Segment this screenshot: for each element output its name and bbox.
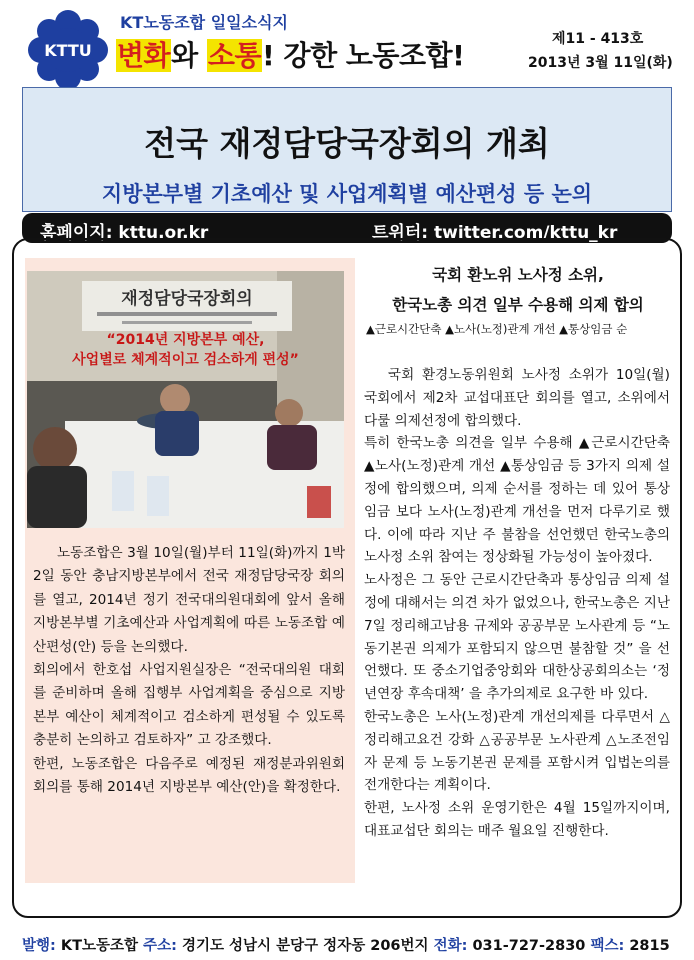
left-article-paragraph-3: 한편, 노동조합은 다음주로 예정된 재정분과위원회 회의를 통해 2014년 지방본부 예산(안)을 확정한다. [33, 755, 345, 796]
right-article [364, 364, 670, 843]
homepage-link[interactable]: 홈페이지: kttu.or.kr [40, 223, 209, 243]
paper-name: KT노동조합 일일소식지 [120, 13, 288, 32]
photo-caption [27, 330, 344, 370]
slogan-highlight-communication: 소통 [207, 39, 262, 72]
right-article-paragraph-4: 한국노총은 노사(노정)관계 개선의제를 다루면서 △정리해고요건 강화 △공공부문 노사관계 △노조전임자 문제 등 노동기본권 문제를 포함시켜 입법논의를 전개한다는 계획이다. [364, 708, 670, 794]
right-article-paragraph-3: 노사정은 그 동안 근로시간단축과 통상임금 의제 설정에 대해서는 의견 차가 없었으나, 한국노총은 지난 7일 정리해고남용 규제와 공공부문 노사관계 등 “노동기본권 의제가 포함되지 않으면 불참할 것” 을 선언했다. 또 중소기업중앙회와 대한상공회의소는 ‘정년연장 후속대책’ 을 추가의제로 요구한 바 있다. [364, 572, 671, 703]
meeting-photo [27, 271, 344, 528]
kttu-logo [28, 10, 108, 90]
photo-banner-text: 재정담당국장회의 [121, 289, 253, 309]
right-article-paragraph-1: 국회 환경노동위원회 노사정 소위가 10일(월) 국회에서 제2차 교섭대표단 회의를 열고, 소위에서 다룰 의제선정에 합의했다. [364, 367, 670, 429]
publisher-label: 발행: [22, 938, 56, 954]
right-article-tags: ▲근로시간단축 ▲노사(노정)관계 개선 ▲통상임금 순 [366, 322, 628, 336]
slogan-text: 와 [171, 39, 207, 72]
page-subtitle: 지방본부별 기초예산 및 사업계획별 예산편성 등 논의 [101, 182, 593, 206]
phone: 031-727-2830 [472, 938, 586, 954]
left-article-paragraph-2: 회의에서 한호섭 사업지원실장은 “전국대의원 대회를 준비하며 올해 집행부 사업계획을 중심으로 지방본부 예산이 체계적이고 검소하게 편성될 수 있도록 충분히 논의하고 검토하자” 고 강조했다. [33, 662, 345, 749]
issue-date: 2013년 3월 11일(화) [528, 55, 673, 71]
photo-caption-line2: 사업별로 체계적이고 검소하게 편성” [72, 352, 299, 368]
left-article-paragraph-1: 노동조합은 3월 10일(월)부터 11일(화)까지 1박2일 동안 충남지방본부에서 전국 재정담당국장 회의를 열고, 2014년 정기 전국대의원대회에 앞서 올해 지방본부별 기초예산과 사업계획에 따른 노동조합 예산편성(안) 등을 논의했다. [33, 545, 345, 655]
right-article-paragraph-2: 특히 한국노총 의견을 일부 수용해 ▲근로시간단축 ▲노사(노정)관계 개선 ▲통상임금 등 3가지 의제 설정에 합의했으며, 의제 순서를 정하는 데 있어 통상임금 보다 노사(노정)관계 개선을 먼저 다루기로 했다. 이에 따라 지난 주 불참을 선언했던 한국노총의 노사정 소위 참여는 정상화될 가능성이 높아졌다. [364, 435, 670, 566]
slogan-highlight-change: 변화 [117, 39, 171, 72]
right-article-paragraph-5: 한편, 노사정 소위 운영기한은 4월 15일까지이며, 대표교섭단 회의는 매주 월요일 진행한다. [364, 800, 670, 839]
fax: 2815 [629, 938, 670, 954]
right-article-headline-1: 국회 환노위 노사정 소위, [432, 266, 604, 284]
address: 경기도 성남시 분당구 정자동 206번지 [181, 938, 429, 954]
fax-label: 팩스: [590, 938, 625, 954]
address-label: 주소: [143, 938, 177, 954]
twitter-link[interactable]: 트위터: twitter.com/kttu_kr [372, 223, 618, 243]
slogan-text-end: ! 강한 노동조합! [262, 39, 465, 72]
publisher: KT노동조합 [60, 938, 139, 954]
logo-text: KTTU [44, 41, 92, 60]
phone-label: 전화: [433, 938, 468, 954]
right-article-headline-2: 한국노총 의견 일부 수용해 의제 합의 [392, 296, 644, 314]
left-article [33, 542, 345, 799]
issue-number: 제11 - 413호 [552, 31, 644, 47]
page-title: 전국 재정담당국장회의 개최 [144, 124, 550, 163]
footer [22, 934, 682, 955]
photo-caption-line1: “2014년 지방본부 예산, [106, 332, 265, 348]
slogan [116, 34, 464, 74]
